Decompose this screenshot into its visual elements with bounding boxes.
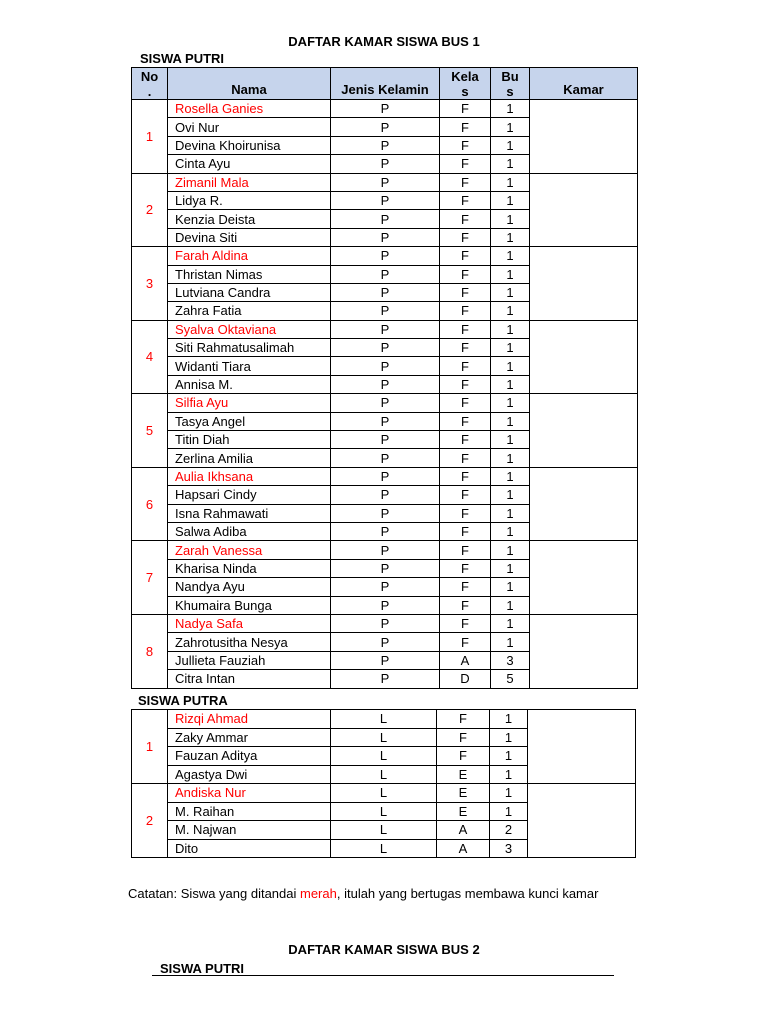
header-no: No . <box>132 68 168 100</box>
kelas-cell: F <box>440 541 491 559</box>
bus-cell: 1 <box>491 596 530 614</box>
kelas-cell: F <box>440 136 491 154</box>
kelas-cell: F <box>440 375 491 393</box>
jenis-kelamin-cell: P <box>331 431 440 449</box>
kelas-cell: F <box>437 728 490 747</box>
student-name: Fauzan Aditya <box>168 747 331 766</box>
student-name: Devina Khoirunisa <box>168 136 331 154</box>
kelas-cell: F <box>440 155 491 173</box>
kelas-cell: F <box>440 173 491 191</box>
kelas-cell: F <box>437 710 490 729</box>
jenis-kelamin-cell: P <box>331 541 440 559</box>
kelas-cell: F <box>440 412 491 430</box>
jenis-kelamin-cell: P <box>331 100 440 118</box>
kelas-cell: F <box>440 449 491 467</box>
room-group-number: 7 <box>132 541 168 615</box>
jenis-kelamin-cell: P <box>331 247 440 265</box>
student-name-key-holder: Rosella Ganies <box>168 100 331 118</box>
student-name-key-holder: Silfia Ayu <box>168 394 331 412</box>
jenis-kelamin-cell: L <box>331 728 437 747</box>
jenis-kelamin-cell: P <box>331 136 440 154</box>
jenis-kelamin-cell: L <box>331 784 437 803</box>
kelas-cell: F <box>440 522 491 540</box>
kelas-cell: F <box>437 747 490 766</box>
student-name: Cinta Ayu <box>168 155 331 173</box>
student-name: Hapsari Cindy <box>168 486 331 504</box>
kelas-cell: A <box>440 651 491 669</box>
student-name: Zerlina Amilia <box>168 449 331 467</box>
jenis-kelamin-cell: P <box>331 339 440 357</box>
bus-cell: 1 <box>491 155 530 173</box>
jenis-kelamin-cell: P <box>331 191 440 209</box>
bus-cell: 3 <box>490 839 528 858</box>
kelas-cell: D <box>440 670 491 688</box>
kelas-cell: F <box>440 320 491 338</box>
student-name-key-holder: Farah Aldina <box>168 247 331 265</box>
bus-cell: 1 <box>491 228 530 246</box>
jenis-kelamin-cell: L <box>331 765 437 784</box>
kelas-cell: F <box>440 247 491 265</box>
note-prefix: Catatan: Siswa yang ditandai <box>128 886 300 901</box>
kelas-cell: F <box>440 339 491 357</box>
kelas-cell: F <box>440 302 491 320</box>
siswa-putri-table <box>131 67 638 689</box>
kelas-cell: F <box>440 394 491 412</box>
bus-cell: 1 <box>491 504 530 522</box>
bus-cell: 1 <box>491 136 530 154</box>
student-name: Widanti Tiara <box>168 357 331 375</box>
kamar-cell <box>528 784 636 858</box>
header-bus: Bu s <box>491 68 530 100</box>
section-title-siswa-putri-bus2: SISWA PUTRI <box>160 961 245 976</box>
bus-cell: 1 <box>491 283 530 301</box>
table-header-row <box>132 68 638 100</box>
jenis-kelamin-cell: P <box>331 118 440 136</box>
table-row <box>132 784 636 803</box>
jenis-kelamin-cell: P <box>331 578 440 596</box>
kelas-cell: F <box>440 118 491 136</box>
table-row <box>132 710 636 729</box>
jenis-kelamin-cell: P <box>331 357 440 375</box>
room-group-number: 6 <box>132 467 168 541</box>
jenis-kelamin-cell: P <box>331 228 440 246</box>
underline-divider <box>152 975 614 976</box>
kelas-cell: F <box>440 596 491 614</box>
bus-cell: 3 <box>491 651 530 669</box>
kelas-cell: F <box>440 357 491 375</box>
jenis-kelamin-cell: P <box>331 559 440 577</box>
table-row <box>132 394 638 412</box>
kelas-cell: F <box>440 578 491 596</box>
note-suffix: , itulah yang bertugas membawa kunci kamar <box>336 886 599 901</box>
kelas-cell: E <box>437 802 490 821</box>
kelas-cell: F <box>440 614 491 632</box>
section-title-siswa-putri: SISWA PUTRI <box>140 51 225 66</box>
bus-cell: 1 <box>491 302 530 320</box>
header-jenis-kelamin: Jenis Kelamin <box>331 68 440 100</box>
jenis-kelamin-cell: L <box>331 747 437 766</box>
jenis-kelamin-cell: L <box>331 710 437 729</box>
bus-cell: 1 <box>491 614 530 632</box>
jenis-kelamin-cell: P <box>331 302 440 320</box>
bus-cell: 1 <box>491 118 530 136</box>
kamar-cell <box>530 394 638 468</box>
jenis-kelamin-cell: P <box>331 651 440 669</box>
bus-cell: 1 <box>490 765 528 784</box>
header-nama: Nama <box>168 68 331 100</box>
student-name: Ovi Nur <box>168 118 331 136</box>
kelas-cell: F <box>440 486 491 504</box>
table-row <box>132 320 638 338</box>
bus-cell: 1 <box>491 394 530 412</box>
jenis-kelamin-cell: P <box>331 596 440 614</box>
student-name: Titin Diah <box>168 431 331 449</box>
section-title-siswa-putra: SISWA PUTRA <box>138 693 228 708</box>
header-kelas: Kela s <box>440 68 491 100</box>
table-row <box>132 541 638 559</box>
student-name-key-holder: Rizqi Ahmad <box>168 710 331 729</box>
bus-cell: 1 <box>490 802 528 821</box>
bus-cell: 1 <box>491 357 530 375</box>
jenis-kelamin-cell: P <box>331 375 440 393</box>
kelas-cell: F <box>440 100 491 118</box>
kelas-cell: F <box>440 283 491 301</box>
student-name-key-holder: Zarah Vanessa <box>168 541 331 559</box>
bus-cell: 1 <box>491 339 530 357</box>
jenis-kelamin-cell: P <box>331 504 440 522</box>
jenis-kelamin-cell: P <box>331 283 440 301</box>
bus-cell: 1 <box>491 431 530 449</box>
bus-cell: 1 <box>491 265 530 283</box>
student-name: Citra Intan <box>168 670 331 688</box>
bus-cell: 1 <box>491 467 530 485</box>
jenis-kelamin-cell: P <box>331 486 440 504</box>
room-group-number: 2 <box>132 784 168 858</box>
jenis-kelamin-cell: P <box>331 173 440 191</box>
jenis-kelamin-cell: P <box>331 394 440 412</box>
catatan-note <box>128 886 598 901</box>
bus-cell: 1 <box>490 747 528 766</box>
kelas-cell: F <box>440 191 491 209</box>
student-name: Tasya Angel <box>168 412 331 430</box>
page-title-bus1: DAFTAR KAMAR SISWA BUS 1 <box>288 34 480 49</box>
room-group-number: 1 <box>132 100 168 174</box>
kelas-cell: F <box>440 228 491 246</box>
table-row <box>132 467 638 485</box>
bus-cell: 1 <box>490 784 528 803</box>
kelas-cell: A <box>437 821 490 840</box>
jenis-kelamin-cell: P <box>331 449 440 467</box>
student-name-key-holder: Syalva Oktaviana <box>168 320 331 338</box>
bus-cell: 1 <box>491 449 530 467</box>
student-name-key-holder: Aulia Ikhsana <box>168 467 331 485</box>
jenis-kelamin-cell: L <box>331 802 437 821</box>
kamar-cell <box>530 173 638 247</box>
jenis-kelamin-cell: P <box>331 522 440 540</box>
kelas-cell: F <box>440 210 491 228</box>
kamar-cell <box>530 541 638 615</box>
bus-cell: 1 <box>491 522 530 540</box>
room-group-number: 8 <box>132 614 168 688</box>
room-group-number: 2 <box>132 173 168 247</box>
student-name: Annisa M. <box>168 375 331 393</box>
bus-cell: 1 <box>491 320 530 338</box>
bus-cell: 2 <box>490 821 528 840</box>
kelas-cell: E <box>437 765 490 784</box>
siswa-putra-table <box>131 709 636 858</box>
jenis-kelamin-cell: P <box>331 412 440 430</box>
student-name: Agastya Dwi <box>168 765 331 784</box>
jenis-kelamin-cell: P <box>331 265 440 283</box>
jenis-kelamin-cell: P <box>331 614 440 632</box>
student-name: M. Raihan <box>168 802 331 821</box>
kelas-cell: F <box>440 559 491 577</box>
bus-cell: 1 <box>490 728 528 747</box>
table-row <box>132 247 638 265</box>
room-group-number: 3 <box>132 247 168 321</box>
bus-cell: 1 <box>491 633 530 651</box>
room-group-number: 4 <box>132 320 168 394</box>
bus-cell: 1 <box>491 173 530 191</box>
kamar-cell <box>530 614 638 688</box>
bus-cell: 1 <box>491 559 530 577</box>
jenis-kelamin-cell: P <box>331 633 440 651</box>
student-name-key-holder: Nadya Safa <box>168 614 331 632</box>
table-row <box>132 100 638 118</box>
jenis-kelamin-cell: P <box>331 670 440 688</box>
kelas-cell: F <box>440 633 491 651</box>
bus-cell: 1 <box>491 100 530 118</box>
room-group-number: 1 <box>132 710 168 784</box>
bus-cell: 1 <box>491 541 530 559</box>
student-name: Kenzia Deista <box>168 210 331 228</box>
table-row <box>132 173 638 191</box>
student-name: Thristan Nimas <box>168 265 331 283</box>
bus-cell: 1 <box>491 412 530 430</box>
table-row <box>132 614 638 632</box>
student-name: Dito <box>168 839 331 858</box>
jenis-kelamin-cell: P <box>331 210 440 228</box>
bus-cell: 1 <box>491 486 530 504</box>
header-kamar: Kamar <box>530 68 638 100</box>
bus-cell: 1 <box>491 210 530 228</box>
student-name: Nandya Ayu <box>168 578 331 596</box>
student-name: Zahra Fatia <box>168 302 331 320</box>
student-name: Jullieta Fauziah <box>168 651 331 669</box>
student-name: Isna Rahmawati <box>168 504 331 522</box>
student-name: Zaky Ammar <box>168 728 331 747</box>
student-name: Lidya R. <box>168 191 331 209</box>
kelas-cell: F <box>440 504 491 522</box>
student-name: Devina Siti <box>168 228 331 246</box>
kamar-cell <box>530 467 638 541</box>
student-name: Khumaira Bunga <box>168 596 331 614</box>
student-name-key-holder: Andiska Nur <box>168 784 331 803</box>
bus-cell: 1 <box>491 191 530 209</box>
student-name-key-holder: Zimanil Mala <box>168 173 331 191</box>
room-group-number: 5 <box>132 394 168 468</box>
kelas-cell: F <box>440 265 491 283</box>
jenis-kelamin-cell: P <box>331 155 440 173</box>
jenis-kelamin-cell: L <box>331 821 437 840</box>
jenis-kelamin-cell: P <box>331 467 440 485</box>
jenis-kelamin-cell: P <box>331 320 440 338</box>
bus-cell: 1 <box>490 710 528 729</box>
page-title-bus2: DAFTAR KAMAR SISWA BUS 2 <box>288 942 480 957</box>
kamar-cell <box>528 710 636 784</box>
bus-cell: 5 <box>491 670 530 688</box>
bus-cell: 1 <box>491 578 530 596</box>
bus-cell: 1 <box>491 375 530 393</box>
student-name: Kharisa Ninda <box>168 559 331 577</box>
student-name: Salwa Adiba <box>168 522 331 540</box>
kelas-cell: A <box>437 839 490 858</box>
student-name: Siti Rahmatusalimah <box>168 339 331 357</box>
kelas-cell: F <box>440 431 491 449</box>
note-highlight: merah <box>300 886 337 901</box>
student-name: M. Najwan <box>168 821 331 840</box>
student-name: Zahrotusitha Nesya <box>168 633 331 651</box>
jenis-kelamin-cell: L <box>331 839 437 858</box>
kelas-cell: F <box>440 467 491 485</box>
kamar-cell <box>530 247 638 321</box>
bus-cell: 1 <box>491 247 530 265</box>
kelas-cell: E <box>437 784 490 803</box>
kamar-cell <box>530 100 638 174</box>
student-name: Lutviana Candra <box>168 283 331 301</box>
kamar-cell <box>530 320 638 394</box>
